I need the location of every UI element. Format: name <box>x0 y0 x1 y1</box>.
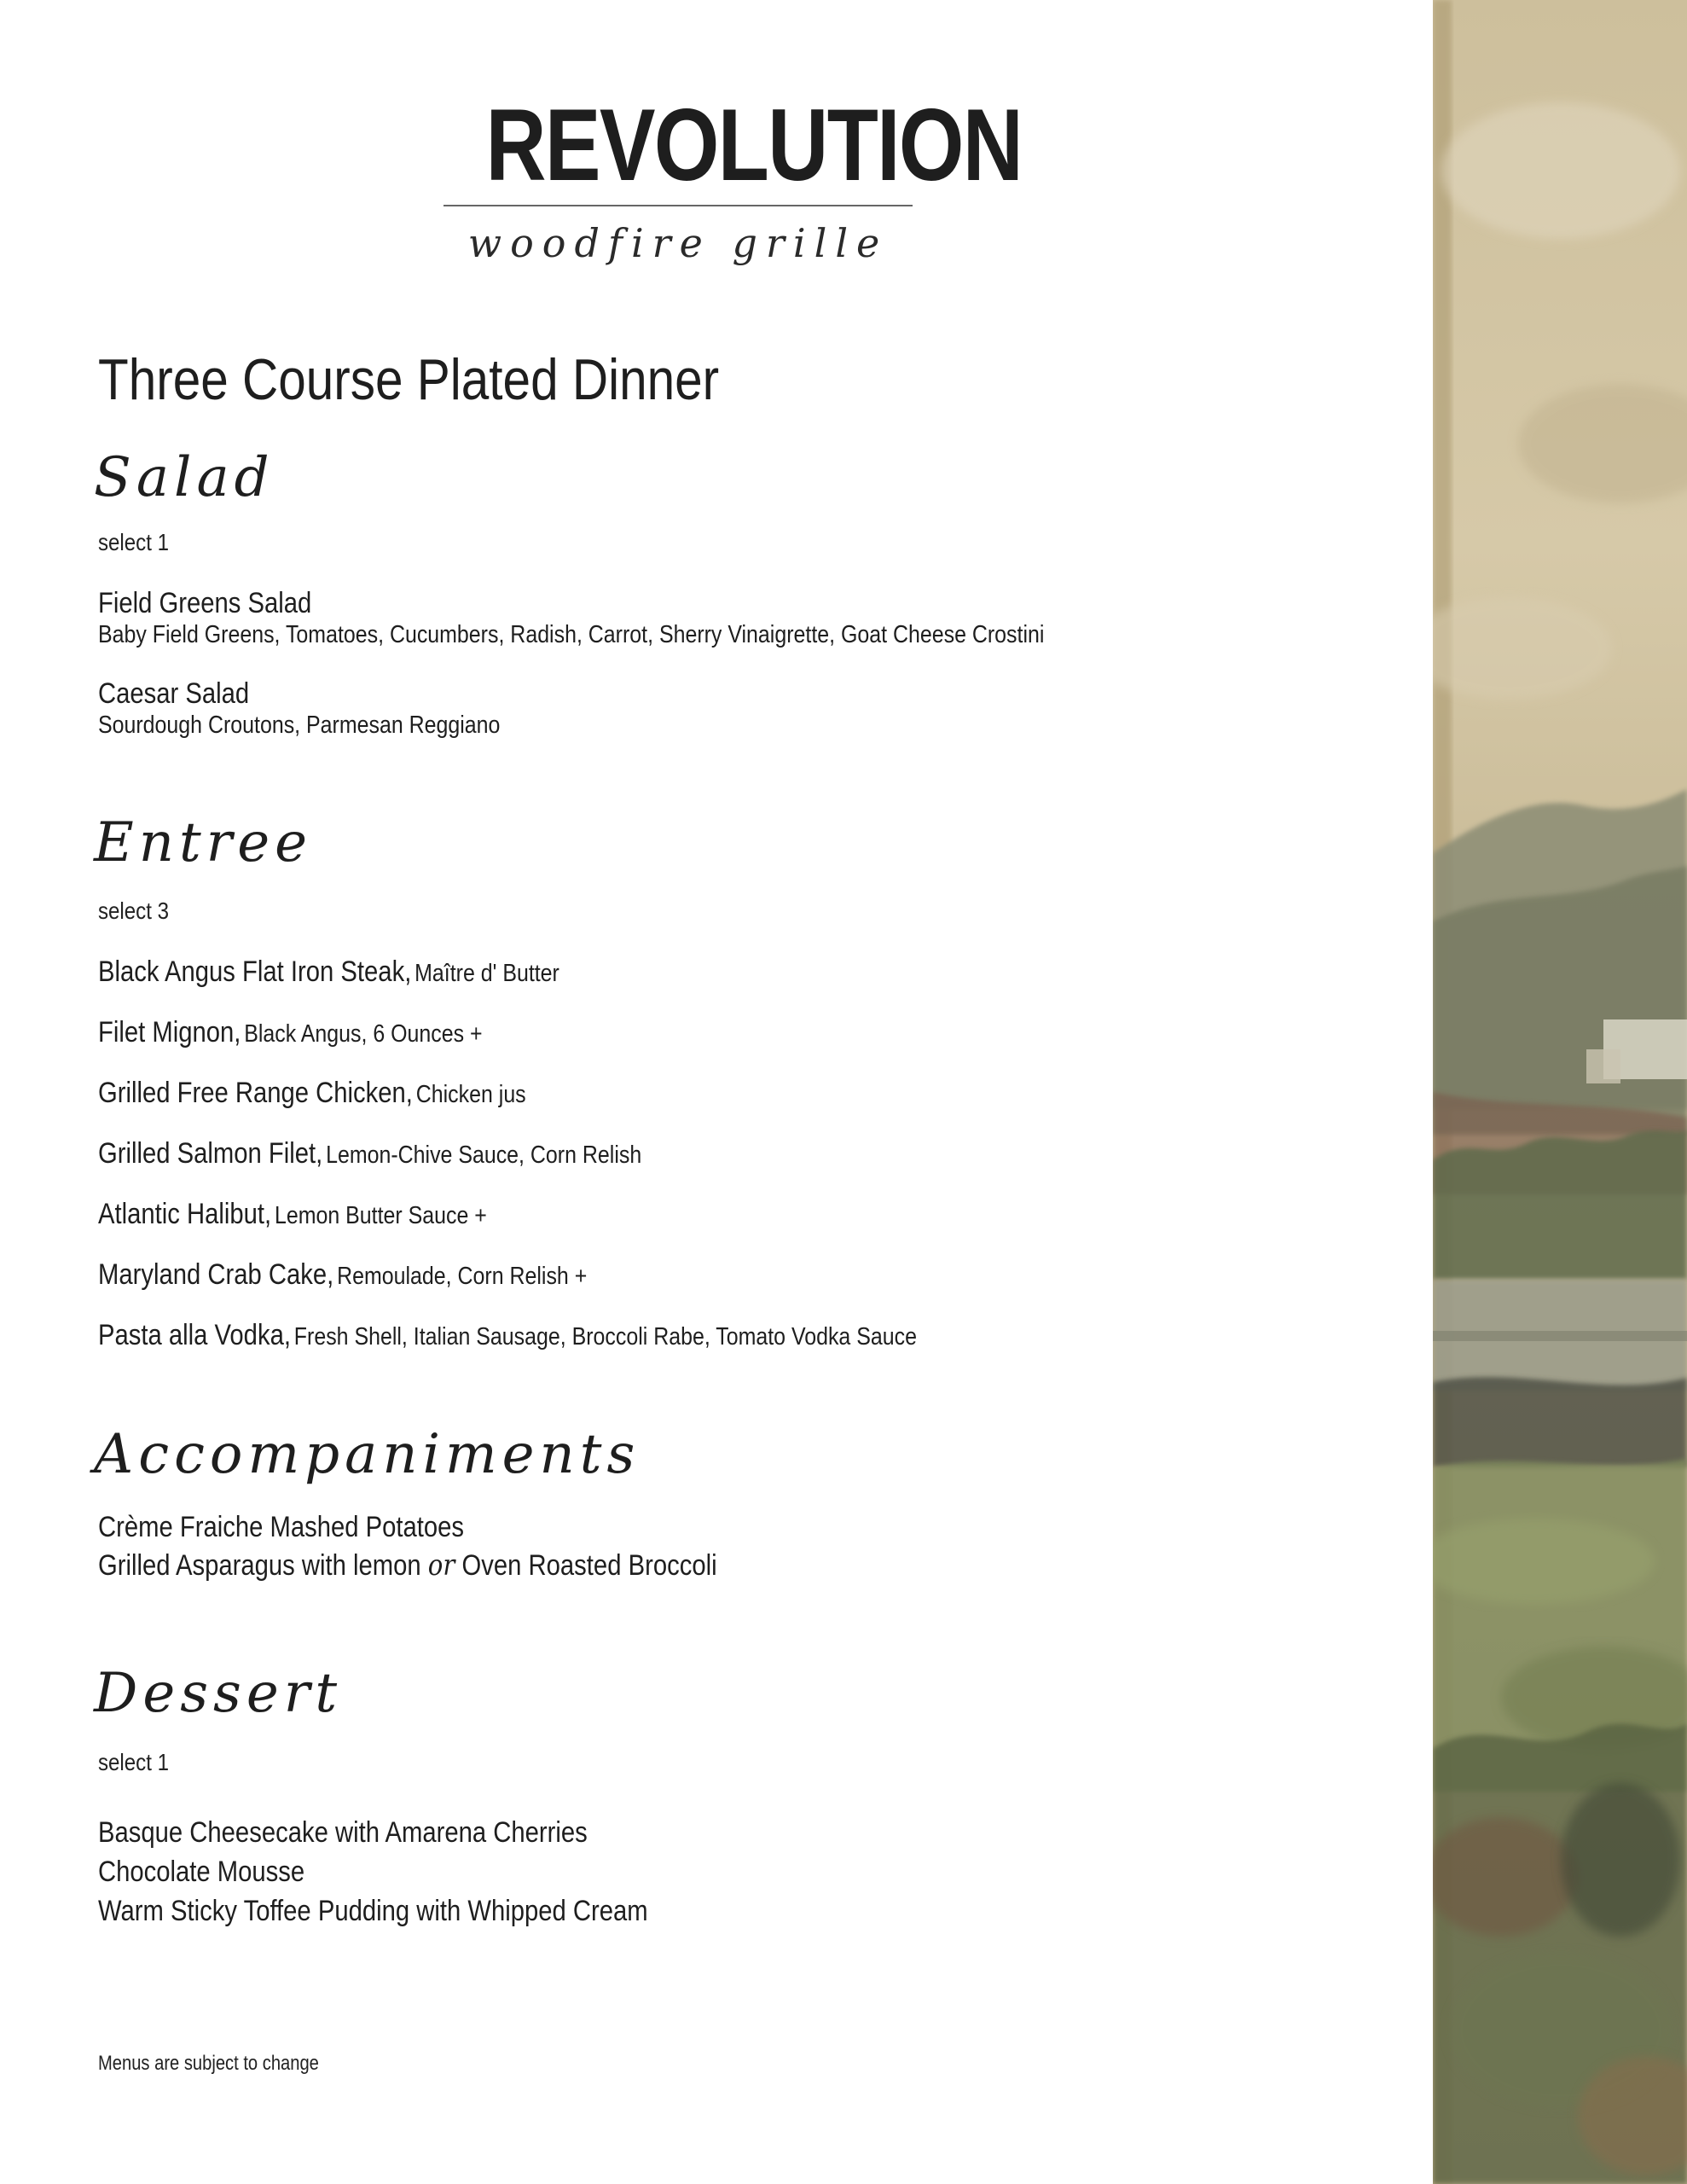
accompaniment-line: Crème Fraiche Mashed Potatoes <box>98 1511 465 1543</box>
entree-item-name: Maryland Crab Cake, <box>98 1258 334 1291</box>
entree-item-name: Grilled Salmon Filet, <box>98 1137 323 1170</box>
accompaniment-option: Grilled Asparagus with lemon <box>98 1549 421 1582</box>
dessert-select-note: select 1 <box>98 1749 169 1775</box>
salad-item-name: Caesar Salad <box>98 677 250 710</box>
dessert-item: Basque Cheesecake with Amarena Cherries <box>98 1816 588 1849</box>
brand-logo-text: REVOLUTION <box>485 88 1023 202</box>
entree-item-name: Filet Mignon, <box>98 1016 241 1048</box>
accompaniments-heading: Accompaniments <box>94 1423 641 1486</box>
accompaniment-option: Oven Roasted Broccoli <box>461 1549 717 1582</box>
entree-select-note: select 3 <box>98 897 169 924</box>
entree-item <box>98 1196 487 1238</box>
dessert-heading: Dessert <box>94 1662 343 1725</box>
entree-item-name: Black Angus Flat Iron Steak, <box>98 956 412 988</box>
dessert-item: Chocolate Mousse <box>98 1856 305 1888</box>
logo-divider <box>443 205 913 206</box>
entree-item-desc: Maître d' Butter <box>415 960 559 987</box>
entree-item-desc: Remoulade, Corn Relish + <box>337 1263 588 1290</box>
brand-tagline: woodfire grille <box>467 220 889 266</box>
entree-item-desc: Black Angus, 6 Ounces + <box>244 1020 483 1048</box>
salad-select-note: select 1 <box>98 529 169 555</box>
entree-item <box>98 1075 526 1117</box>
entree-item-name: Grilled Free Range Chicken, <box>98 1077 413 1109</box>
salad-item-desc: Sourdough Croutons, Parmesan Reggiano <box>98 712 501 739</box>
entree-item-name: Pasta alla Vodka, <box>98 1319 291 1351</box>
watercolor-landscape-image <box>1433 0 1687 2184</box>
entree-item <box>98 1136 641 1177</box>
entree-item <box>98 954 559 996</box>
entree-item-desc: Lemon Butter Sauce + <box>274 1202 487 1229</box>
entree-item <box>98 1014 483 1056</box>
entree-item-desc: Chicken jus <box>415 1081 526 1108</box>
salad-item-name: Field Greens Salad <box>98 587 312 619</box>
entree-heading: Entree <box>94 811 312 874</box>
dessert-item: Warm Sticky Toffee Pudding with Whipped Cream <box>98 1895 648 1927</box>
or-connector: or <box>427 1548 455 1583</box>
entree-item-name: Atlantic Halibut, <box>98 1198 272 1230</box>
salad-item-desc: Baby Field Greens, Tomatoes, Cucumbers, Radish, Carrot, Sherry Vinaigrette, Goat Cheese Crostini <box>98 621 1045 648</box>
entree-item <box>98 1257 587 1298</box>
entree-item-desc: Lemon-Chive Sauce, Corn Relish <box>326 1141 642 1169</box>
entree-item-desc: Fresh Shell, Italian Sausage, Broccoli Rabe, Tomato Vodka Sauce <box>293 1323 917 1350</box>
page-title: Three Course Plated Dinner <box>98 347 720 412</box>
salad-heading: Salad <box>94 446 275 509</box>
entree-item <box>98 1317 917 1359</box>
footer-note: Menus are subject to change <box>98 2052 319 2075</box>
accompaniment-line <box>98 1547 717 1584</box>
